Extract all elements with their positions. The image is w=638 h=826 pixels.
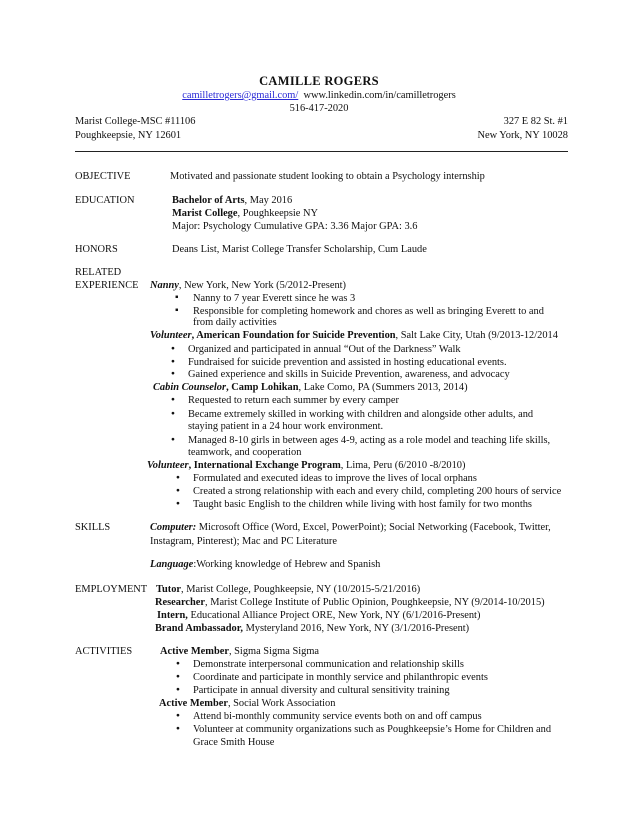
- activity-title: Active Member: [160, 646, 229, 657]
- job-details: , Salt Lake City, Utah (9/2013-12/2014: [395, 330, 558, 341]
- education-label: EDUCATION: [75, 195, 135, 206]
- job-org: , Camp Lohikan: [226, 382, 299, 393]
- degree: Bachelor of Arts: [172, 195, 245, 206]
- job-org: , American Foundation for Suicide Prevention: [191, 330, 396, 341]
- employment-details: , Marist College Institute of Public Opinion, Poughkeepsie, NY (9/2014-10/2015): [205, 597, 545, 608]
- language-text: :Working knowledge of Hebrew and Spanish: [193, 559, 381, 570]
- list-item-continued: from daily activities: [193, 317, 277, 328]
- language-skills: [150, 558, 380, 571]
- activity-title: Active Member: [159, 698, 228, 709]
- employment-details: Educational Alliance Project ORE, New York, NY (6/1/2016-Present): [187, 610, 481, 621]
- list-item: ● Fundraised for suicide prevention and assisted in hosting educational events.: [188, 356, 507, 369]
- honors-text: Deans List, Marist College Transfer Scholarship, Cum Laude: [172, 244, 427, 255]
- job-details: , New York, New York (5/2012-Present): [178, 280, 346, 291]
- employment-row: [155, 596, 545, 609]
- computer-skills-line1: [150, 521, 551, 534]
- school: Marist College: [172, 208, 238, 219]
- phone-number: 516-417-2020: [289, 103, 349, 114]
- list-item-continued: staying patient in a 24 hour work environment.: [188, 421, 384, 432]
- experience-label-1: RELATED: [75, 267, 122, 278]
- activity-heading: [159, 697, 335, 710]
- header-divider: [75, 151, 568, 152]
- list-item: ● Became extremely skilled in working with children and alongside other adults, and: [188, 408, 533, 421]
- list-item: ● Demonstrate interpersonal communication and relationship skills: [193, 658, 464, 671]
- school-location: , Poughkeepsie NY: [237, 208, 319, 219]
- list-item: ● Volunteer at community organizations such as Poughkeepsie’s Home for Children and: [193, 723, 551, 736]
- candidate-name: CAMILLE ROGERS: [259, 74, 379, 88]
- list-item: ● Created a strong relationship with each and every child, completing 200 hours of service: [193, 485, 561, 498]
- honors-label: HONORS: [75, 244, 118, 255]
- employment-row: [157, 609, 480, 622]
- employment-title: Brand Ambassador,: [155, 623, 243, 634]
- list-item: ▪ Responsible for completing homework and chores as well as bringing Everett to and: [193, 305, 544, 318]
- computer-skills-label: Computer:: [150, 522, 197, 533]
- job-heading-exchange: [147, 459, 465, 472]
- linkedin-url[interactable]: www.linkedin.com/in/camilletrogers: [303, 90, 456, 101]
- employment-details: Mysteryland 2016, New York, NY (3/1/2016-Present): [242, 623, 470, 634]
- list-item: ● Formulated and executed ideas to improve the lives of local orphans: [193, 472, 477, 485]
- list-item: ● Requested to return each summer by every camper: [188, 394, 399, 407]
- job-org: , International Exchange Program: [188, 460, 341, 471]
- email-link[interactable]: camilletrogers@gmail.com/: [182, 90, 299, 101]
- job-title: Volunteer: [150, 330, 192, 341]
- job-details: , Lima, Peru (6/2010 -8/2010): [340, 460, 466, 471]
- list-item-continued: Grace Smith House: [193, 737, 275, 748]
- address-left-line1: Marist College-MSC #11106: [75, 116, 196, 127]
- objective-text: Motivated and passionate student looking to obtain a Psychology internship: [170, 171, 485, 182]
- list-item: ● Managed 8-10 girls in between ages 4-9, acting as a role model and teaching life skills,: [188, 434, 550, 447]
- degree-date: , May 2016: [244, 195, 293, 206]
- activity-org: , Sigma Sigma Sigma: [228, 646, 320, 657]
- language-label: Language: [150, 559, 194, 570]
- job-title: Cabin Counselor: [153, 382, 227, 393]
- employment-label: EMPLOYMENT: [75, 584, 148, 595]
- skills-label: SKILLS: [75, 522, 111, 533]
- list-item: ● Organized and participated in annual “Out of the Darkness” Walk: [188, 343, 461, 356]
- job-details: , Lake Como, PA (Summers 2013, 2014): [298, 382, 468, 393]
- computer-skills-text: Microsoft Office (Word, Excel, PowerPoint); Social Networking (Facebook, Twitter,: [196, 522, 551, 533]
- list-item: ● Participate in annual diversity and cultural sensitivity training: [193, 684, 450, 697]
- objective-label: OBJECTIVE: [75, 171, 131, 182]
- job-heading-nanny: [150, 279, 346, 292]
- employment-title: Intern,: [157, 610, 188, 621]
- list-item: ● Attend bi-monthly community service events both on and off campus: [193, 710, 482, 723]
- job-title: Nanny: [150, 280, 179, 291]
- activities-label: ACTIVITIES: [75, 646, 133, 657]
- employment-row: [155, 622, 469, 635]
- employment-row: [156, 583, 420, 596]
- list-item: ● Taught basic English to the children while living with host family for two months: [193, 498, 532, 511]
- address-right-line1: 327 E 82 St. #1: [503, 116, 568, 127]
- computer-skills-line2: Instagram, Pinterest); Mac and PC Literature: [150, 536, 337, 547]
- job-heading-camp: [153, 381, 468, 394]
- employment-details: , Marist College, Poughkeepsie, NY (10/2015-5/21/2016): [181, 584, 421, 595]
- school-line: [172, 207, 318, 220]
- list-item: ▪ Nanny to 7 year Everett since he was 3: [193, 292, 355, 305]
- job-title: Volunteer: [147, 460, 189, 471]
- address-left-line2: Poughkeepsie, NY 12601: [75, 130, 182, 141]
- major-line: Major: Psychology Cumulative GPA: 3.36 Major GPA: 3.6: [172, 221, 418, 232]
- job-heading-afsp: [150, 329, 558, 342]
- activity-org: , Social Work Association: [227, 698, 336, 709]
- experience-label-2: EXPERIENCE: [75, 280, 139, 291]
- activity-heading: [160, 645, 319, 658]
- degree-line: [172, 194, 292, 207]
- contact-line: [0, 89, 638, 102]
- list-item: ● Coordinate and participate in monthly service and philanthropic events: [193, 671, 488, 684]
- address-right-line2: New York, NY 10028: [477, 130, 568, 141]
- employment-title: Researcher: [155, 597, 206, 608]
- list-item-continued: teamwork, and cooperation: [188, 447, 302, 458]
- employment-title: Tutor: [156, 584, 182, 595]
- list-item: ● Gained experience and skills in Suicide Prevention, awareness, and advocacy: [188, 368, 510, 381]
